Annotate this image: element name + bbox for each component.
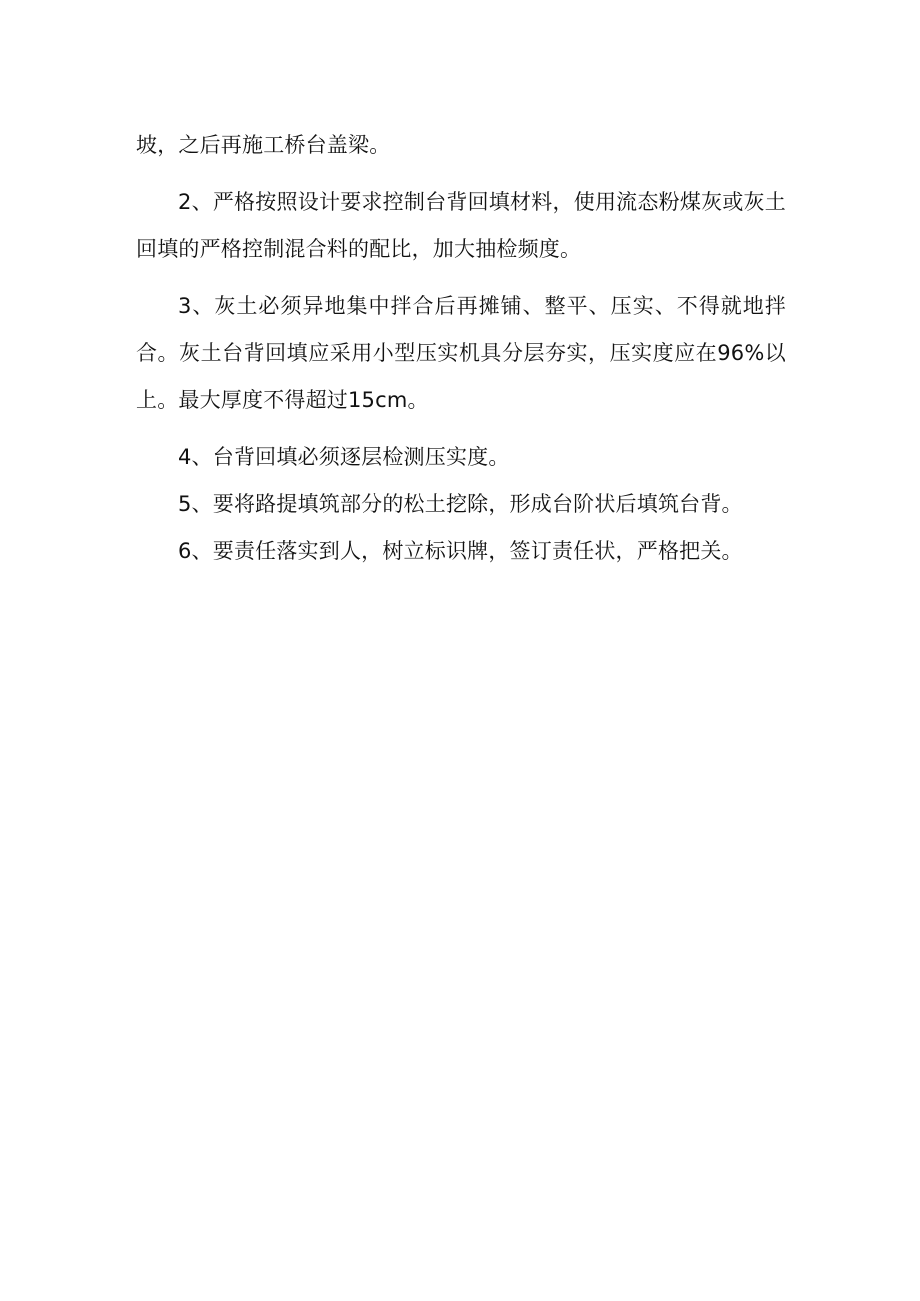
paragraph-item-2: 2、严格按照设计要求控制台背回填材料，使用流态粉煤灰或灰土回填的严格控制混合料的配比，加大抽检频度。 [136,190,786,261]
paragraph-continuation: 坡，之后再施工桥台盖梁。 [136,133,391,157]
paragraph-item-4: 4、台背回填必须逐层检测压实度。 [178,445,510,469]
paragraph-item-3: 3、灰土必须异地集中拌合后再摊铺、整平、压实、不得就地拌合。灰土台背回填应采用小型压实机具分层夯实，压实度应在96%以上。最大厚度不得超过15cm。 [136,294,786,412]
paragraph-item-5: 5、要将路提填筑部分的松土挖除，形成台阶状后填筑台背。 [178,492,743,516]
paragraph-item-6: 6、要责任落实到人，树立标识牌，签订责任状，严格把关。 [178,539,743,563]
document-body [136,122,786,575]
